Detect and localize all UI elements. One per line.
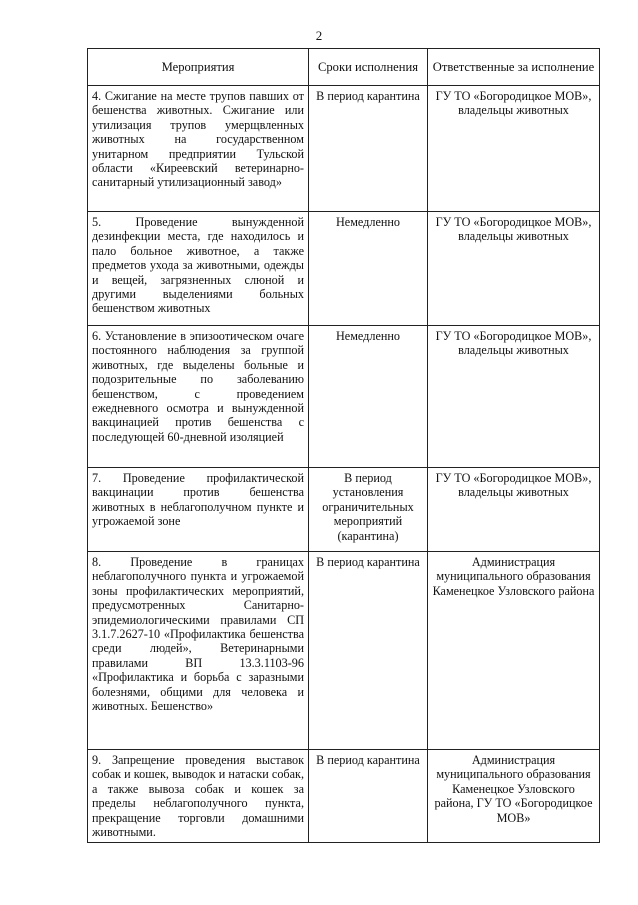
table-header-row xyxy=(88,49,600,86)
row-event: 9. Запрещение проведения выставок собак и кошек, выводок и натаски собак, а также вывоза собак и кошек за пределы неблагополучного пункта, прекращение торговли домашними животными. xyxy=(88,750,309,843)
row-responsible: ГУ ТО «Богородицкое МОВ», владельцы животных xyxy=(428,212,600,326)
measures-table xyxy=(87,48,600,843)
row-event: 4. Сжигание на месте трупов павших от бешенства животных. Сжигание или утилизация трупов умерщвленных животных на государственном унитарном предприятии Тульской области «Киреевский ветеринарно-санитарный утилизационный завод» xyxy=(88,86,309,212)
table-row xyxy=(88,468,600,552)
row-responsible: ГУ ТО «Богородицкое МОВ», владельцы животных xyxy=(428,468,600,552)
row-responsible: ГУ ТО «Богородицкое МОВ», владельцы животных xyxy=(428,326,600,468)
table-row xyxy=(88,326,600,468)
row-event: 7. Проведение профилактической вакцинации против бешенства животных в неблагополучном пункте и угрожаемой зоне xyxy=(88,468,309,552)
row-event: 6. Установление в эпизоотическом очаге постоянного наблюдения за группой животных, где выделены больные и подозрительные по заболеванию бешенством, с проведением ежедневного осмотра и вынужденной вакцинацией против бешенства с последующей 60-дневной изоляцией xyxy=(88,326,309,468)
header-event: Мероприятия xyxy=(88,49,309,86)
table-row xyxy=(88,552,600,750)
table-row xyxy=(88,212,600,326)
row-deadline: Немедленно xyxy=(309,212,428,326)
row-deadline: В период карантина xyxy=(309,552,428,750)
row-deadline: В период установления ограничительных мероприятий (карантина) xyxy=(309,468,428,552)
row-responsible: Администрация муниципального образования Каменецкое Узловского района xyxy=(428,552,600,750)
row-deadline: Немедленно xyxy=(309,326,428,468)
table-row xyxy=(88,86,600,212)
table-row xyxy=(88,750,600,843)
row-responsible: ГУ ТО «Богородицкое МОВ», владельцы животных xyxy=(428,86,600,212)
row-responsible: Администрация муниципального образования Каменецкое Узловского района, ГУ ТО «Богородицкое МОВ» xyxy=(428,750,600,843)
row-deadline: В период карантина xyxy=(309,86,428,212)
row-event: 5. Проведение вынужденной дезинфекции места, где находилось и пало больное животное, а также предметов ухода за животными, одежды и вещей, загрязненных слюной и другими выделениями больных бешенством животных xyxy=(88,212,309,326)
header-responsible: Ответственные за исполнение xyxy=(428,49,600,86)
row-deadline: В период карантина xyxy=(309,750,428,843)
row-event: 8. Проведение в границах неблагополучного пункта и угрожаемой зоны профилактических мероприятий, предусмотренных Санитарно-эпидемиологическими правилами СП 3.1.7.2627-10 «Профилактика бешенства среди людей», Ветеринарными правилами ВП 13.3.1103-96 «Профилактика и борьба с заразными болезнями, общими для человека и животных. Бешенство» xyxy=(88,552,309,750)
header-deadline: Сроки исполнения xyxy=(309,49,428,86)
page-number: 2 xyxy=(315,28,323,43)
